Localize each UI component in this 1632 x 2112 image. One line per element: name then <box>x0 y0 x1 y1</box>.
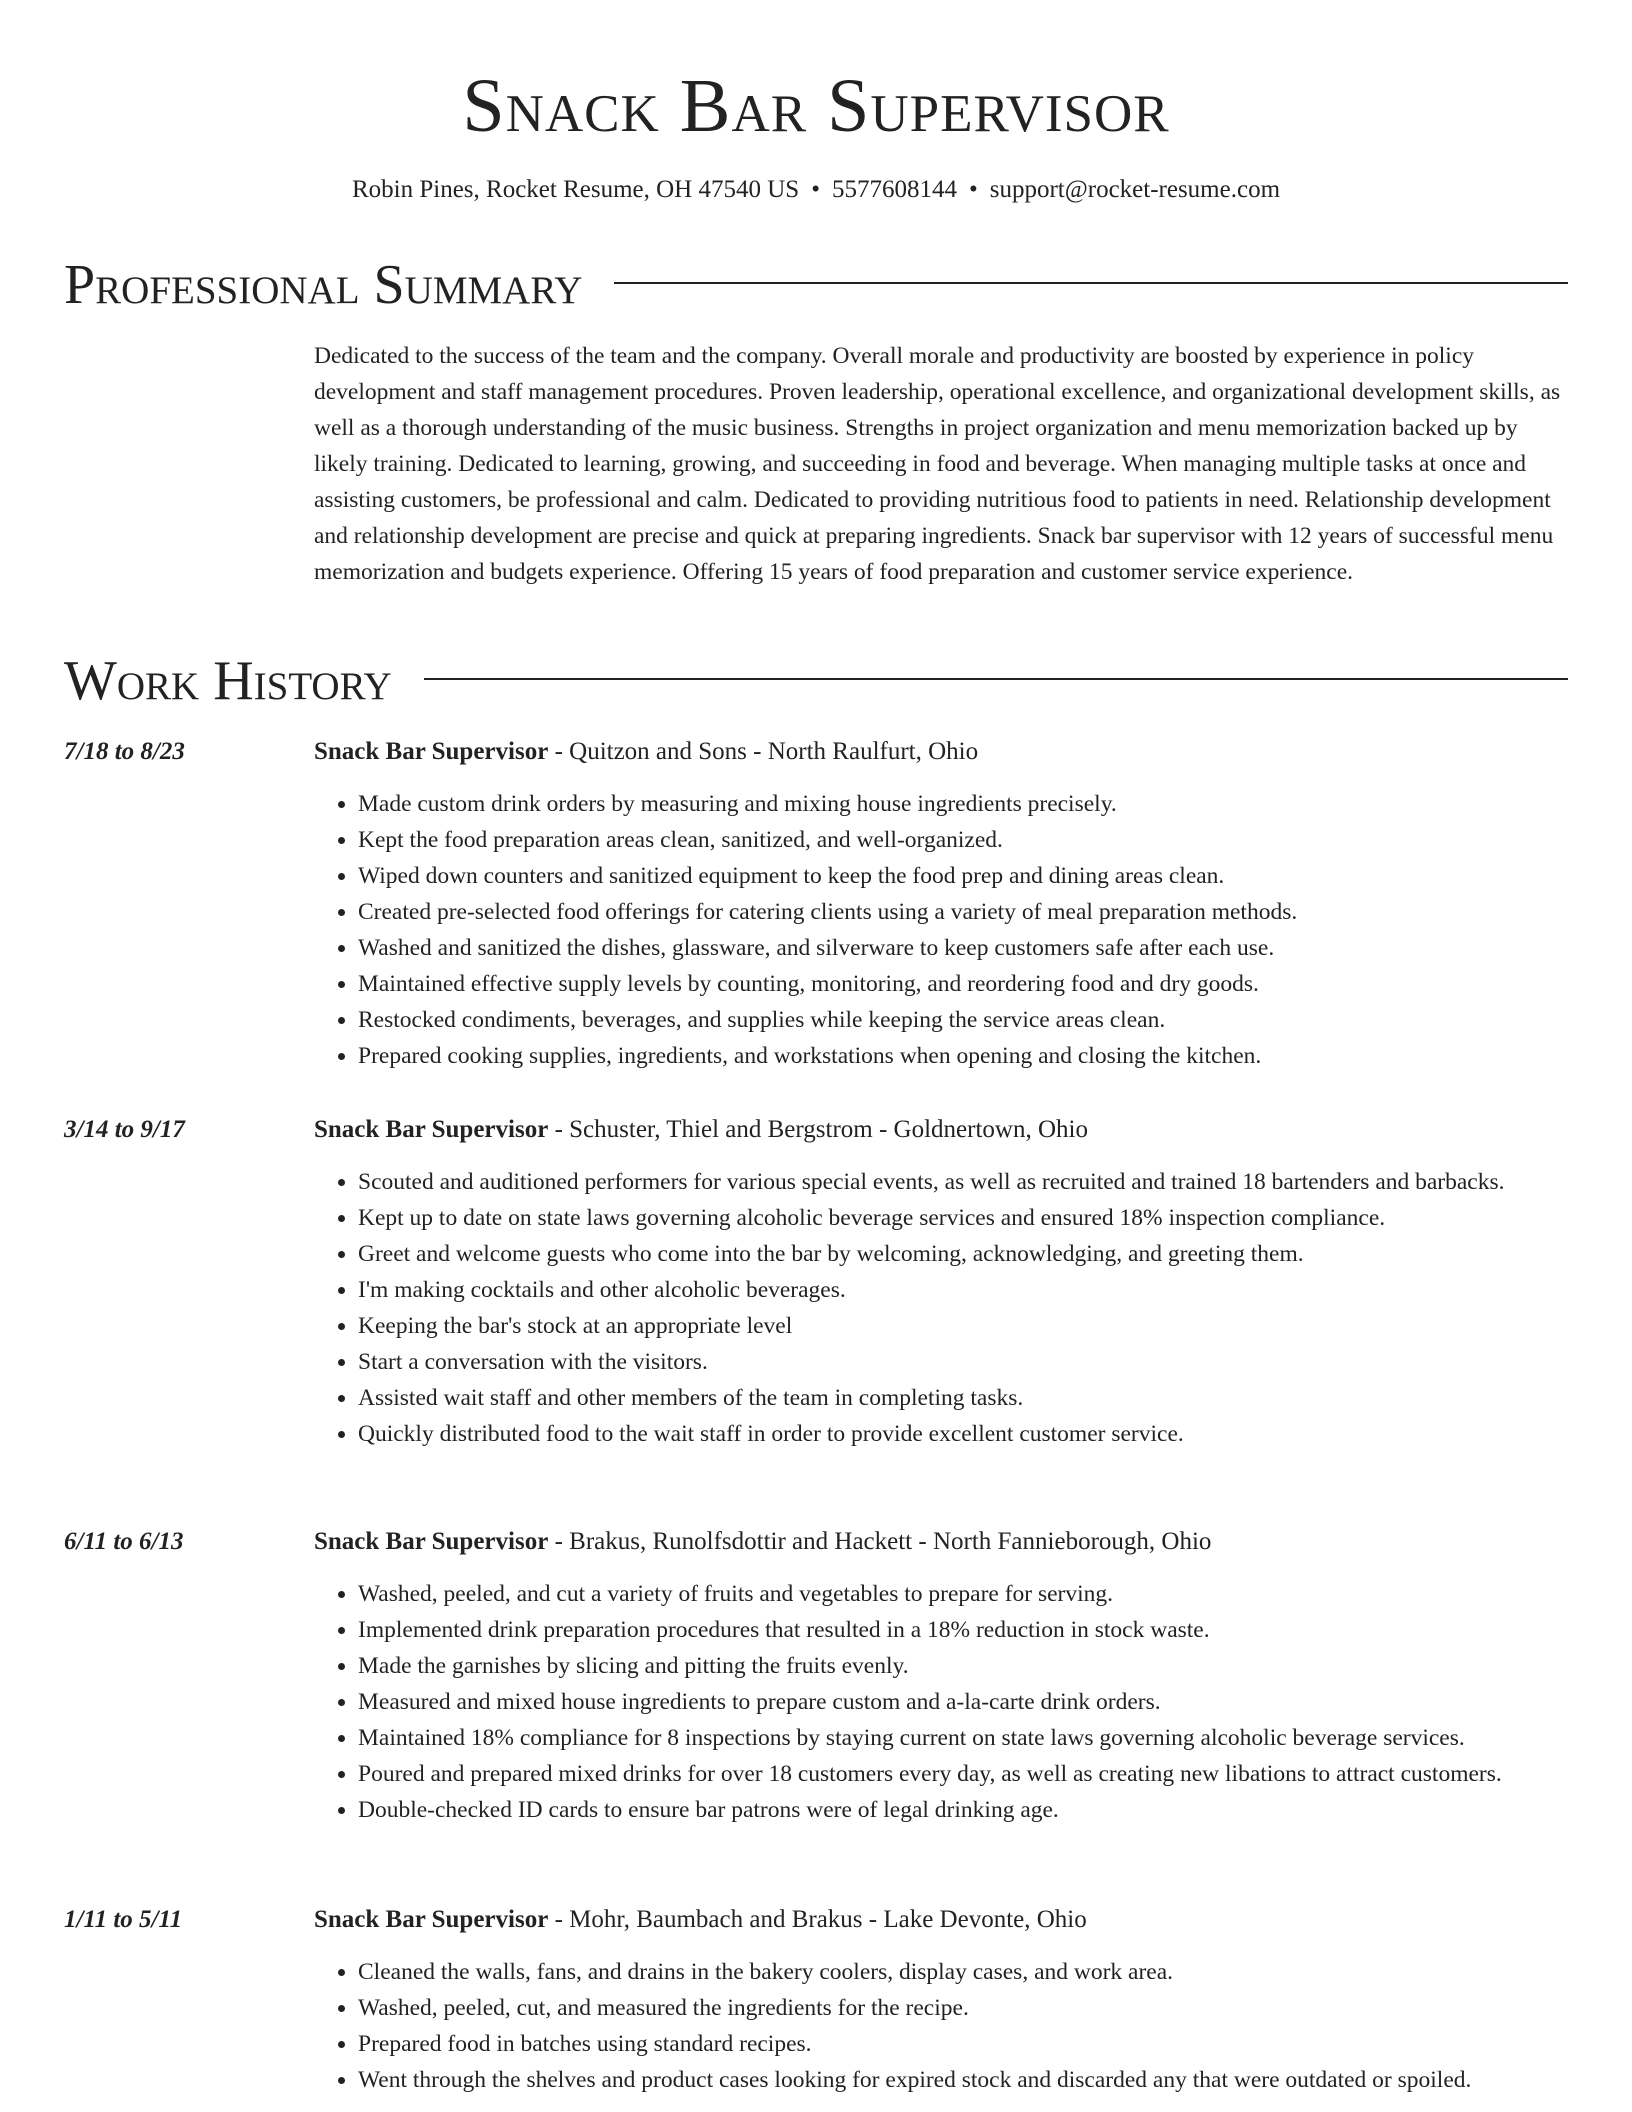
list-item: • Prepared food in batches using standard recipes. <box>358 2026 1568 2062</box>
list-item: • Washed and sanitized the dishes, glassware, and silverware to keep customers safe after each use. <box>358 930 1568 966</box>
separator: • <box>968 176 978 203</box>
contact-phone: 5577608144 <box>831 176 957 203</box>
job-details: - Quitzon and Sons - North Raulfurt, Ohio <box>548 738 979 765</box>
list-item: • Maintained 18% compliance for 8 inspections by staying current on state laws governing alcoholic beverage services. <box>358 1720 1568 1756</box>
contact-email: support@rocket-resume.com <box>989 176 1281 203</box>
job-heading <box>314 1112 1088 1148</box>
list-item: • I'm making cocktails and other alcoholic beverages. <box>358 1272 1568 1308</box>
job-dates: 7/18 to 8/23 <box>64 738 185 765</box>
job-bullets <box>314 1164 1568 1452</box>
list-item: • Prepared cooking supplies, ingredients, and workstations when opening and closing the kitchen. <box>358 1038 1568 1074</box>
list-item: • Kept the food preparation areas clean, sanitized, and well-organized. <box>358 822 1568 858</box>
list-item: • Restocked condiments, beverages, and supplies while keeping the service areas clean. <box>358 1002 1568 1038</box>
job-heading <box>314 1902 1087 1938</box>
job-dates: 6/11 to 6/13 <box>64 1528 184 1555</box>
separator: • <box>811 176 820 203</box>
contact-address: Robin Pines, Rocket Resume, OH 47540 US <box>351 176 800 203</box>
list-item: • Assisted wait staff and other members of the team in completing tasks. <box>358 1380 1568 1416</box>
list-item: • Wiped down counters and sanitized equipment to keep the food prep and dining areas clean. <box>358 858 1568 894</box>
job-dates: 3/14 to 9/17 <box>64 1116 185 1143</box>
job-role: Snack Bar Supervisor <box>314 738 549 765</box>
list-item: • Made custom drink orders by measuring and mixing house ingredients precisely. <box>358 786 1568 822</box>
list-item: • Created pre-selected food offerings for catering clients using a variety of meal preparation methods. <box>358 894 1568 930</box>
list-item: • Measured and mixed house ingredients to prepare custom and a-la-carte drink orders. <box>358 1684 1568 1720</box>
section-title: Professional Summary <box>64 254 583 316</box>
list-item: • Quickly distributed food to the wait staff in order to provide excellent customer service. <box>358 1416 1568 1452</box>
job-heading <box>314 1524 1211 1560</box>
list-item: • Double-checked ID cards to ensure bar patrons were of legal drinking age. <box>358 1792 1568 1828</box>
job-heading <box>314 734 978 770</box>
job-details: - Mohr, Baumbach and Brakus - Lake Devonte, Ohio <box>548 1906 1087 1933</box>
list-item: • Washed, peeled, cut, and measured the ingredients for the recipe. <box>358 1990 1568 2026</box>
section-divider <box>424 678 1568 680</box>
list-item: • Greet and welcome guests who come into the bar by welcoming, acknowledging, and greeting them. <box>358 1236 1568 1272</box>
section-title: Work History <box>64 650 392 712</box>
section-divider <box>614 282 1568 284</box>
job-role: Snack Bar Supervisor <box>314 1116 549 1143</box>
job-details: - Brakus, Runolfsdottir and Hackett - North Fannieborough, Ohio <box>548 1528 1212 1555</box>
contact-line <box>0 172 1632 208</box>
list-item: • Washed, peeled, and cut a variety of fruits and vegetables to prepare for serving. <box>358 1576 1568 1612</box>
list-item: • Start a conversation with the visitors. <box>358 1344 1568 1380</box>
job-role: Snack Bar Supervisor <box>314 1528 549 1555</box>
list-item: • Kept up to date on state laws governing alcoholic beverage services and ensured 18% inspection compliance. <box>358 1200 1568 1236</box>
list-item: • Poured and prepared mixed drinks for over 18 customers every day, as well as creating new libations to attract customers. <box>358 1756 1568 1792</box>
list-item: • Went through the shelves and product cases looking for expired stock and discarded any that were outdated or spoiled. <box>358 2062 1568 2098</box>
list-item: • Implemented drink preparation procedures that resulted in a 18% reduction in stock waste. <box>358 1612 1568 1648</box>
job-role: Snack Bar Supervisor <box>314 1906 549 1933</box>
list-item: • Scouted and auditioned performers for various special events, as well as recruited and trained 18 bartenders and barbacks. <box>358 1164 1568 1200</box>
work-history-heading <box>64 646 1568 716</box>
job-bullets <box>314 1954 1568 2098</box>
list-item: • Maintained effective supply levels by counting, monitoring, and reordering food and dry goods. <box>358 966 1568 1002</box>
page-title: Snack Bar Supervisor <box>462 64 1170 148</box>
list-item: • Cleaned the walls, fans, and drains in the bakery coolers, display cases, and work area. <box>358 1954 1568 1990</box>
job-bullets <box>314 1576 1568 1828</box>
list-item: • Made the garnishes by slicing and pitting the fruits evenly. <box>358 1648 1568 1684</box>
summary-text: Dedicated to the success of the team and the company. Overall morale and productivity are boosted by experience in policy development and staff management procedures. Proven leadership, operational excellence, and organizational development skills, as well as a thorough understanding of the music business. Strengths in project organization and menu memorization backed up by likely training. Dedicated to learning, growing, and succeeding in food and beverage. When managing multiple tasks at once and assisting customers, be professional and calm. Dedicated to providing nutritious food to patients in need. Relationship development and relationship development are precise and quick at preparing ingredients. Snack bar supervisor with 12 years of successful menu memorization and budgets experience. Offering 15 years of food preparation and customer service experience. <box>314 343 1561 585</box>
job-dates: 1/11 to 5/11 <box>64 1906 183 1933</box>
job-details: - Schuster, Thiel and Bergstrom - Goldnertown, Ohio <box>548 1116 1088 1143</box>
professional-summary-heading <box>64 250 1568 320</box>
job-bullets <box>314 786 1568 1074</box>
list-item: • Keeping the bar's stock at an appropriate level <box>358 1308 1568 1344</box>
